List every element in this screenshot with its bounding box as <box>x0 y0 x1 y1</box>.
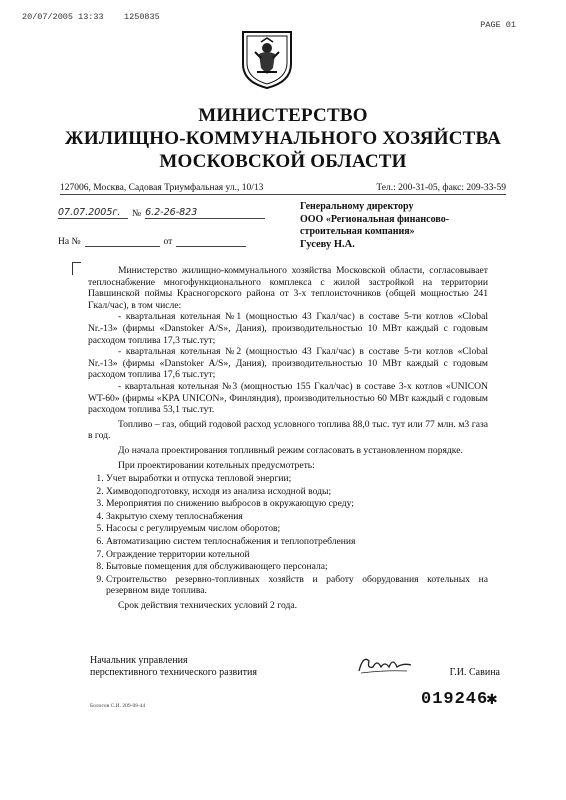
ministry-title-line-1: МИНИСТЕРСТВО <box>198 105 368 126</box>
fax-transmission-info <box>22 12 160 22</box>
boiler-house-3: - квартальная котельная №3 (мощностью 155 Гкал/час) в составе 3-х котлов «UNICON WT-60» (фирмы «KPA UNICON», Финляндия), производительностью 60 МВт каждый с годовым расходом топлива 53,1 тыс.тут. <box>88 380 488 416</box>
number-label: № <box>132 209 142 219</box>
list-item: 8. Бытовые помещения для обслуживающего персонала; <box>106 561 488 573</box>
signatory-position-line-2: перспективного технического развития <box>90 667 257 678</box>
list-item: 4. Закрытую схему теплоснабжения <box>106 511 488 523</box>
design-requirements-list <box>88 473 488 597</box>
fuel-paragraph: Топливо – газ, общий годовой расход условного топлива 88,0 тыс. тут или 77 млн. м3 газа в год. <box>88 418 488 442</box>
ministry-title-line-2: ЖИЛИЩНО-КОММУНАЛЬНОГО ХОЗЯЙСТВА <box>64 128 502 149</box>
incoming-reference-row <box>58 233 298 247</box>
incoming-number-blank <box>85 246 160 247</box>
letterhead-address-line <box>60 183 506 195</box>
design-requirements-intro: При проектировании котельных предусмотреть: <box>118 459 315 471</box>
boiler-house-1: - квартальная котельная №1 (мощностью 43 Гкал/час) в составе 5-ти котлов «Clobal Nr.-13» (фирмы «Danstoker A/S», Дания), производительностью 10 МВт каждый с годовым расходом топлива 17,3 тыс.тут; <box>88 311 488 346</box>
incoming-date-blank <box>176 246 246 247</box>
list-item: 7. Ограждение территории котельной <box>106 549 488 561</box>
fax-datetime: 20/07/2005 13:33 <box>22 12 104 22</box>
fax-number: 1250835 <box>124 12 160 22</box>
addressee-block <box>300 201 500 251</box>
document-serial-number: 019246 <box>421 690 489 709</box>
list-item: 1. Учет выработки и отпуска тепловой энергии; <box>106 473 488 485</box>
list-item: 2. Химводоподготовку, исходя из анализа исходной воды; <box>106 486 488 498</box>
postal-address: 127006, Москва, Садовая Триумфальная ул., 10/13 <box>60 183 264 193</box>
on-number-label: На № <box>58 237 81 247</box>
signatory-position <box>90 655 310 679</box>
addressee-name: Гусеву Н.А. <box>300 238 355 250</box>
corner-bracket-mark <box>72 262 81 275</box>
outgoing-reference <box>58 205 298 261</box>
list-item: 6. Автоматизацию систем теплоснабжения и теплопотребления <box>106 536 488 548</box>
outgoing-number: 6.2-26-823 <box>145 207 265 219</box>
from-label: от <box>163 237 173 247</box>
validity-paragraph: Срок действия технических условий 2 года. <box>118 600 297 612</box>
ministry-title-line-3: МОСКОВСКОЙ ОБЛАСТИ <box>159 151 407 172</box>
addressee-title: Генеральному директору <box>300 201 414 212</box>
signatory-position-line-1: Начальник управления <box>90 655 188 666</box>
addressee-company-line-1: ООО «Региональная финансово- <box>300 213 450 225</box>
fax-page: PAGE 01 <box>480 20 516 30</box>
executor-note: Болосов С.И. 209-08-44 <box>90 703 146 709</box>
fuel-regime-paragraph: До начала проектирования топливный режим согласовать в установленном порядке. <box>118 444 463 456</box>
list-item: 5. Насосы с регулируемым числом оборотов; <box>106 523 488 535</box>
list-item: 3. Мероприятия по снижению выбросов в окружающую среду; <box>106 498 488 510</box>
ministry-title <box>0 104 566 173</box>
moscow-oblast-coat-of-arms-icon <box>237 28 297 90</box>
outgoing-date: 07.07.2005г. <box>58 207 128 219</box>
letter-body <box>88 265 488 612</box>
intro-paragraph: Министерство жилищно-коммунального хозяйства Московской области, согласовывает теплоснабжение многофункционального комплекса с жилой застройкой на территории Павшинской поймы Красногорского района от 3-х теплоисточников (общей мощностью 241 Гкал/час), в том числе: <box>88 265 488 311</box>
signatory-name: Г.И. Савина <box>449 667 500 678</box>
boiler-house-2: - квартальная котельная №2 (мощностью 43 Гкал/час) в составе 5-ти котлов «Clobal Nr.-13» (фирмы «Danstoker A/S», Дания), производительностью 10 МВт каждый с годовым расходом топлива 17,6 тыс.тут; <box>88 346 488 381</box>
phone-fax: Тел.: 200-31-05, факс: 209-33-59 <box>376 183 506 193</box>
list-item: 9. Строительство резервно-топливных хозяйств и работу оборудования котельных на резервном виде топлива. <box>106 574 488 597</box>
handwritten-signature <box>355 651 415 677</box>
outgoing-date-number-row <box>58 205 298 219</box>
star-icon: ✱ <box>486 693 498 708</box>
addressee-company-line-2: строительная компания» <box>300 226 415 237</box>
